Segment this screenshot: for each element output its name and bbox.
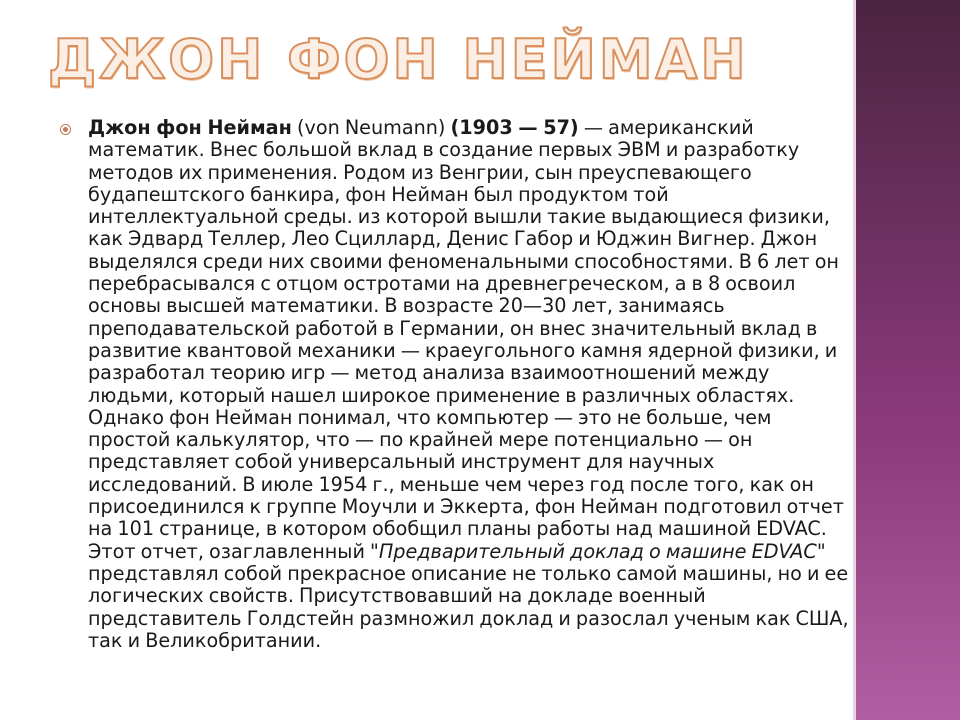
bullet-icon <box>60 124 71 135</box>
life-years: (1903 — 57) <box>450 116 579 139</box>
latin-name: (von Neumann) <box>296 116 446 139</box>
person-name: Джон фон Нейман <box>88 116 292 139</box>
body-text-part-2: представлял собой прекрасное описание не только самой машины, но и ее логических свойств. Присутствовавший на докладе военный представитель Голдстейн размножил доклад и разослал ученым как США, так и Великобритании. <box>88 561 849 652</box>
bullet-text <box>88 117 850 652</box>
body-text-part-1: — американский математик. Внес большой вклад в создание первых ЭВМ и разработку методов их применения. Родом из Венгрии, сын преуспевающего будапештского банкира, фон Нейман был продуктом той интеллектуальной среды. из которой вышли такие выдающиеся физики, как Эдвард Теллер, Лео Сциллард, Денис Габор и Юджин Вигнер. Джон выделялся среди них своими феноменальными способностями. В 6 лет он перебрасывался с отцом остротами на древнегреческом, а в 8 освоил основы высшей математики. В возрасте 20—30 лет, занимаясь преподавательской работой в Германии, он внес значительный вклад в развитие квантовой механики — краеугольного камня ядерной физики, и разработал теорию игр — метод анализа взаимоотношений между людьми, который нашел широкое применение в различных областях. Однако фон Нейман понимал, что компьютер — это не больше, чем простой калькулятор, что — по крайней мере потенциально — он представляет собой универсальный инструмент для научных исследований. В июле 1954 г., меньше чем через год после того, как он присоединился к группе Моучли и Эккерта, фон Нейман подготовил отчет на 101 странице, в котором обобщил планы работы над машиной EDVAC. Этот отчет, озаглавленный <box>88 116 844 563</box>
sidebar-edge <box>853 0 856 720</box>
report-title: "Предварительный доклад о машине EDVAC" <box>370 539 826 563</box>
decorative-sidebar <box>855 0 960 720</box>
slide-body <box>60 117 850 652</box>
slide-title: ДЖОН ФОН НЕЙМАН <box>48 28 749 91</box>
